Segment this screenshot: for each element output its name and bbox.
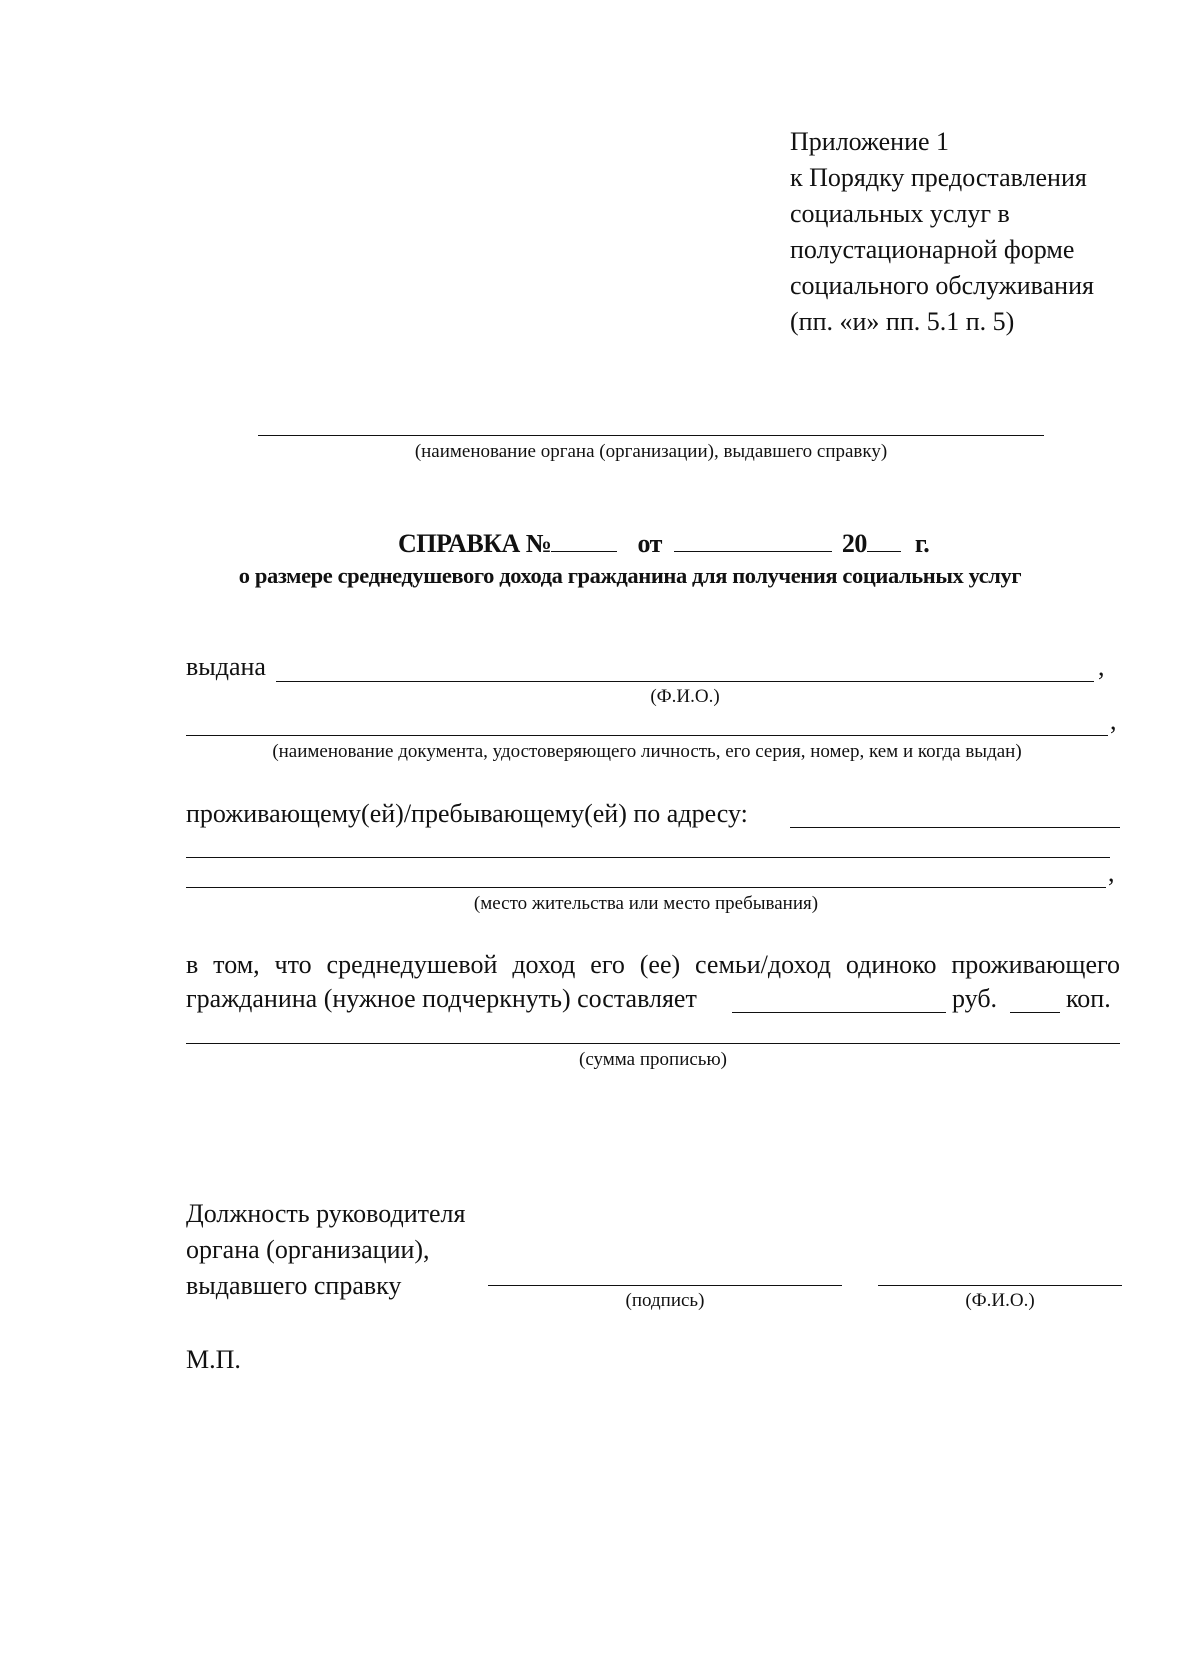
certificate-number-field[interactable] <box>551 550 617 552</box>
appendix-line: к Порядку предоставления <box>790 163 1087 192</box>
fio-comma: , <box>1098 652 1105 681</box>
identity-document-field[interactable] <box>186 735 1108 736</box>
income-text-line-2: гражданина (нужное подчеркнуть) составляет <box>186 984 697 1013</box>
address-field-line-2[interactable] <box>186 857 1110 858</box>
issued-to-label: выдана <box>186 652 266 681</box>
title-year-suffix: г. <box>914 529 930 558</box>
kop-label: коп. <box>1066 984 1111 1013</box>
certificate-year-field[interactable] <box>867 550 901 552</box>
issuer-caption: (наименование органа (организации), выдавшего справку) <box>414 441 888 462</box>
document-comma: , <box>1110 706 1117 735</box>
appendix-block <box>790 124 1094 340</box>
fio-caption: (Ф.И.О.) <box>650 686 720 707</box>
head-position-line: Должность руководителя <box>186 1199 466 1228</box>
address-field-line-3[interactable] <box>186 887 1106 888</box>
appendix-line: (пп. «и» пп. 5.1 п. 5) <box>790 307 1015 336</box>
head-position-block <box>186 1196 465 1304</box>
issuer-name-field[interactable] <box>258 435 1044 436</box>
address-comma: , <box>1108 858 1115 887</box>
signature-caption: (подпись) <box>625 1290 705 1311</box>
income-words-caption: (сумма прописью) <box>579 1049 727 1070</box>
income-rub-field[interactable] <box>732 1012 946 1013</box>
appendix-line: социальных услуг в <box>790 199 1010 228</box>
appendix-line: социального обслуживания <box>790 271 1094 300</box>
certificate-date-field[interactable] <box>674 550 832 552</box>
rub-label: руб. <box>952 984 998 1013</box>
signature-field[interactable] <box>488 1285 842 1286</box>
address-caption: (место жительства или место пребывания) <box>473 893 819 914</box>
certificate-subtitle: о размере среднедушевого дохода гражданина для получения социальных услуг <box>238 563 1022 588</box>
fio-field[interactable] <box>276 681 1094 682</box>
head-position-line: выдавшего справку <box>186 1271 402 1300</box>
head-fio-caption: (Ф.И.О.) <box>965 1290 1035 1311</box>
appendix-line: полустационарной форме <box>790 235 1075 264</box>
address-label: проживающему(ей)/пребывающему(ей) по адресу: <box>186 799 748 828</box>
address-field-line-1[interactable] <box>790 827 1120 828</box>
title-year: 20 <box>841 529 867 558</box>
head-position-line: органа (организации), <box>186 1235 430 1264</box>
certificate-title <box>398 529 929 559</box>
stamp-place: М.П. <box>186 1345 241 1374</box>
document-caption: (наименование документа, удостоверяющего личность, его серия, номер, кем и когда выдан) <box>272 741 1022 762</box>
head-fio-field[interactable] <box>878 1285 1122 1286</box>
title-from: от <box>637 529 662 558</box>
appendix-line: Приложение 1 <box>790 127 950 156</box>
income-words-field[interactable] <box>186 1043 1120 1044</box>
title-prefix: СПРАВКА № <box>398 529 552 558</box>
income-kop-field[interactable] <box>1010 1012 1060 1013</box>
income-text-line-1: в том, что среднедушевой доход его (ее) семьи/доход одиноко проживающего <box>186 950 1120 979</box>
